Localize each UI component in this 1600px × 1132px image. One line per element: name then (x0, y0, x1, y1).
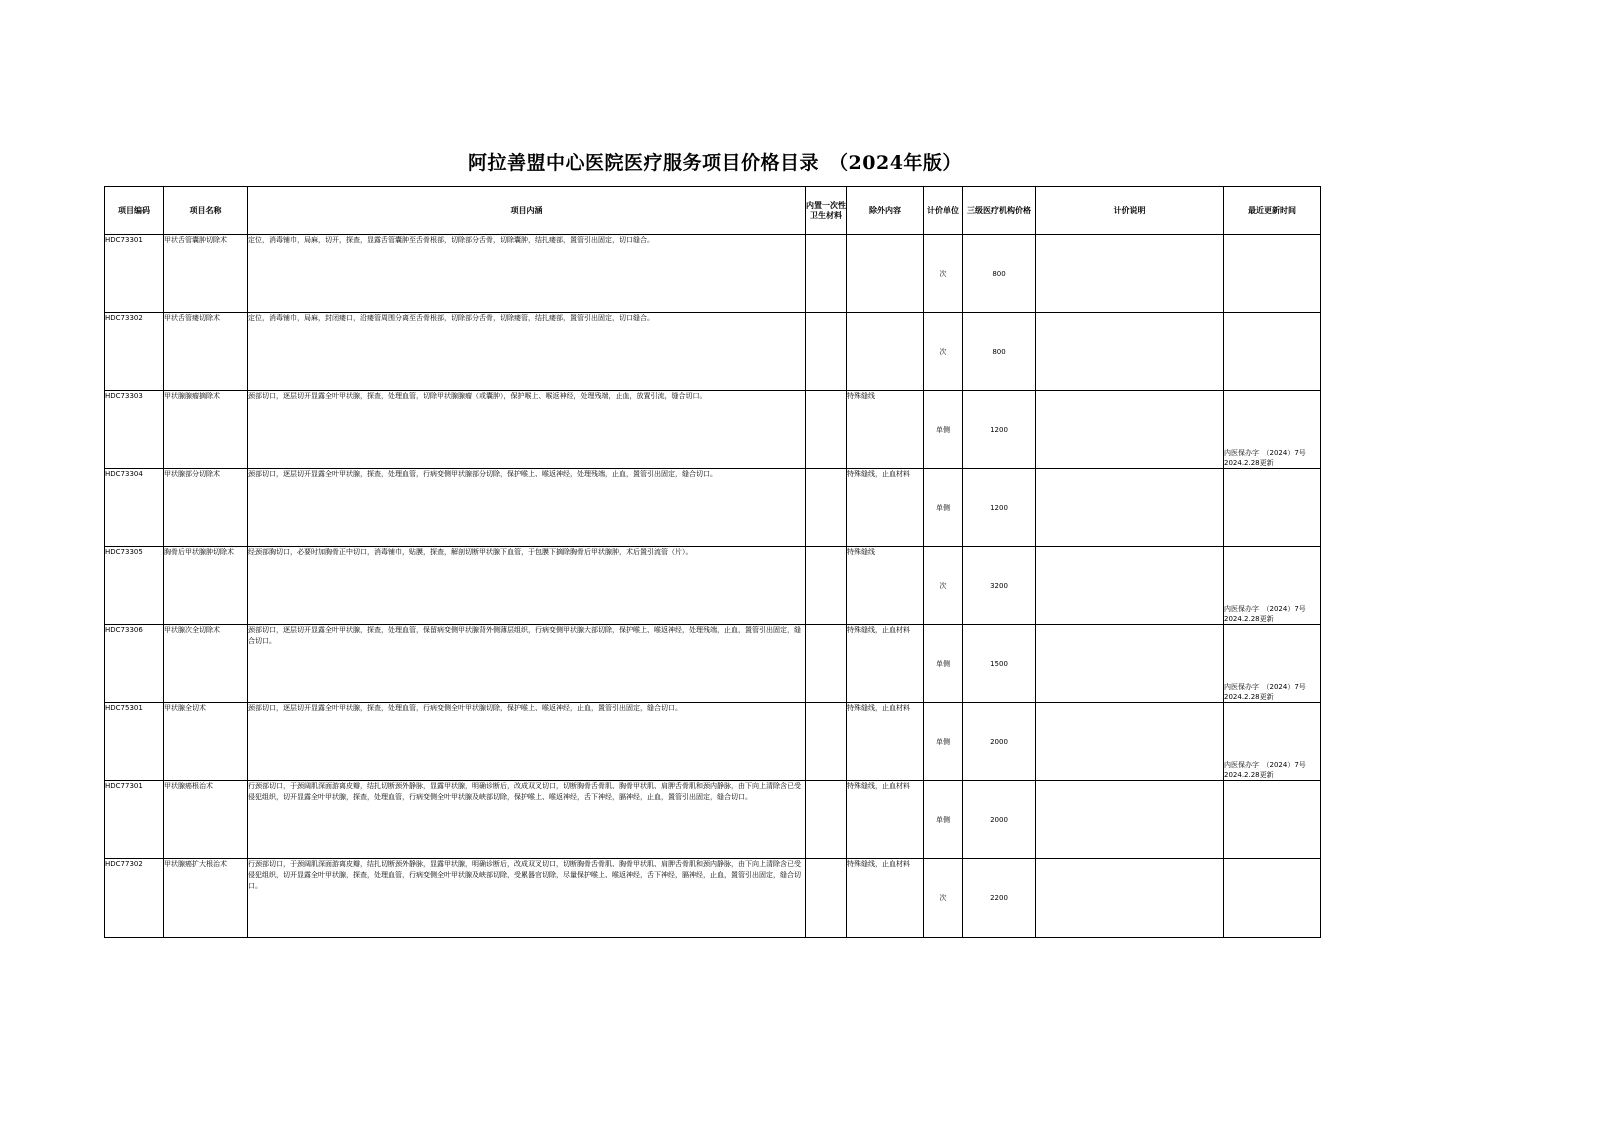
cell-excluded: 特殊缝线，止血材料 (847, 703, 924, 781)
cell-updated: 内医保办字 （2024）7号 2024.2.28更新 (1224, 391, 1321, 469)
cell-updated (1224, 859, 1321, 938)
table-row (105, 859, 1321, 938)
header-content: 项目内涵 (248, 187, 806, 235)
cell-updated: 内医保办字 （2024）7号 2024.2.28更新 (1224, 625, 1321, 703)
cell-price: 1200 (963, 391, 1036, 469)
header-materials: 内置一次性卫生材料 (806, 187, 847, 235)
cell-note (1036, 391, 1224, 469)
cell-name: 甲状腺全切术 (164, 703, 248, 781)
cell-code: HDC77301 (105, 781, 164, 859)
cell-materials (806, 391, 847, 469)
cell-price: 800 (963, 313, 1036, 391)
cell-content: 定位，消毒铺巾，局麻，封闭瘘口，沿瘘管周围分离至舌骨根部，切除部分舌骨，切除瘘管，结扎瘘部，置管引出固定，切口缝合。 (248, 313, 806, 391)
cell-note (1036, 313, 1224, 391)
cell-unit: 单侧 (924, 703, 963, 781)
cell-unit: 次 (924, 313, 963, 391)
cell-price: 1500 (963, 625, 1036, 703)
cell-content: 颈部切口，逐层切开显露全叶甲状腺，探查，处理血管，切除甲状腺腺瘤（或囊肿），保护喉上、喉返神经，处理残端，止血，放置引流，缝合切口。 (248, 391, 806, 469)
cell-excluded: 特殊缝线 (847, 391, 924, 469)
cell-materials (806, 469, 847, 547)
cell-updated (1224, 781, 1321, 859)
cell-content: 行颈部切口，于颈阔肌深面游离皮瓣，结扎切断颈外静脉，显露甲状腺，明确诊断后，改成双叉切口，切断胸骨舌骨肌、胸骨甲状肌、肩胛舌骨肌和颈内静脉，由下向上清除含已受侵犯组织，切开显露全叶甲状腺，探查，处理血管，行病变侧全叶甲状腺及峡部切除，受累器官切除，尽量保护喉上、喉返神经，舌下神经，膈神经，止血，置管引出固定，缝合切口。 (248, 859, 806, 938)
page-title: 阿拉善盟中心医院医疗服务项目价格目录 （2024年版） (468, 152, 962, 174)
cell-code: HDC73306 (105, 625, 164, 703)
cell-name: 甲状舌管囊肿切除术 (164, 235, 248, 313)
cell-content: 颈部切口，逐层切开显露全叶甲状腺，探查，处理血管，保留病变侧甲状腺背外侧薄层组织，行病变侧甲状腺大部切除，保护喉上、喉返神经，处理残端，止血，置管引出固定，缝合切口。 (248, 625, 806, 703)
cell-note (1036, 703, 1224, 781)
cell-name: 甲状腺癌根治术 (164, 781, 248, 859)
cell-price: 2000 (963, 703, 1036, 781)
cell-content: 颈部切口，逐层切开显露全叶甲状腺，探查，处理血管，行病变侧甲状腺部分切除，保护喉上、喉返神经，处理残端，止血，置管引出固定，缝合切口。 (248, 469, 806, 547)
cell-updated (1224, 235, 1321, 313)
cell-note (1036, 781, 1224, 859)
cell-name: 甲状腺癌扩大根治术 (164, 859, 248, 938)
header-unit: 计价单位 (924, 187, 963, 235)
cell-code: HDC73303 (105, 391, 164, 469)
cell-excluded (847, 313, 924, 391)
cell-excluded: 特殊缝线，止血材料 (847, 781, 924, 859)
cell-code: HDC73301 (105, 235, 164, 313)
cell-content: 颈部切口，逐层切开显露全叶甲状腺，探查，处理血管，行病变侧全叶甲状腺切除，保护喉上、喉返神经，止血，置管引出固定，缝合切口。 (248, 703, 806, 781)
cell-name: 甲状腺腺瘤摘除术 (164, 391, 248, 469)
cell-code: HDC73302 (105, 313, 164, 391)
cell-content: 定位，消毒铺巾，局麻，切开，探查，显露舌管囊肿至舌骨根部，切除部分舌骨，切除囊肿，结扎瘘部，置管引出固定，切口缝合。 (248, 235, 806, 313)
cell-unit: 单侧 (924, 391, 963, 469)
cell-excluded (847, 235, 924, 313)
cell-name: 胸骨后甲状腺肿切除术 (164, 547, 248, 625)
header-code: 项目编码 (105, 187, 164, 235)
cell-note (1036, 625, 1224, 703)
cell-excluded: 特殊缝线，止血材料 (847, 469, 924, 547)
header-name: 项目名称 (164, 187, 248, 235)
cell-unit: 单侧 (924, 781, 963, 859)
cell-code: HDC75301 (105, 703, 164, 781)
cell-unit: 次 (924, 235, 963, 313)
cell-note (1036, 547, 1224, 625)
cell-price: 1200 (963, 469, 1036, 547)
table-row (105, 625, 1321, 703)
cell-excluded: 特殊缝线，止血材料 (847, 625, 924, 703)
header-updated: 最近更新时间 (1224, 187, 1321, 235)
cell-name: 甲状腺次全切除术 (164, 625, 248, 703)
cell-price: 2200 (963, 859, 1036, 938)
cell-materials (806, 313, 847, 391)
cell-code: HDC73304 (105, 469, 164, 547)
cell-note (1036, 859, 1224, 938)
cell-excluded: 特殊缝线 (847, 547, 924, 625)
header-price: 三级医疗机构价格 (963, 187, 1036, 235)
cell-updated (1224, 313, 1321, 391)
cell-content: 行颈部切口，于颈阔肌深面游离皮瓣，结扎切断颈外静脉，显露甲状腺，明确诊断后，改成双叉切口，切断胸骨舌骨肌、胸骨甲状肌、肩胛舌骨肌和颈内静脉，由下向上清除含已受侵犯组织，切开显露全叶甲状腺，探查，处理血管，行病变侧全叶甲状腺及峡部切除，保护喉上、喉返神经，舌下神经，膈神经，止血，置管引出固定，缝合切口。 (248, 781, 806, 859)
cell-materials (806, 703, 847, 781)
table-row (105, 313, 1321, 391)
cell-updated: 内医保办字 （2024）7号 2024.2.28更新 (1224, 703, 1321, 781)
cell-unit: 单侧 (924, 469, 963, 547)
cell-materials (806, 625, 847, 703)
cell-price: 3200 (963, 547, 1036, 625)
price-table (104, 186, 1321, 938)
cell-content: 经颈部胸切口，必要时加胸骨正中切口，消毒铺巾，贴膜，探查，解剖切断甲状腺下血管，于包膜下摘除胸骨后甲状腺肿，术后置引流管（片）。 (248, 547, 806, 625)
cell-price: 800 (963, 235, 1036, 313)
header-excluded: 除外内容 (847, 187, 924, 235)
table-row (105, 781, 1321, 859)
cell-excluded: 特殊缝线，止血材料 (847, 859, 924, 938)
cell-updated: 内医保办字 （2024）7号 2024.2.28更新 (1224, 547, 1321, 625)
cell-note (1036, 235, 1224, 313)
cell-note (1036, 469, 1224, 547)
cell-unit: 次 (924, 547, 963, 625)
table-row (105, 547, 1321, 625)
cell-updated (1224, 469, 1321, 547)
cell-materials (806, 547, 847, 625)
cell-code: HDC77302 (105, 859, 164, 938)
cell-name: 甲状舌管瘘切除术 (164, 313, 248, 391)
table-row (105, 391, 1321, 469)
cell-materials (806, 781, 847, 859)
cell-unit: 单侧 (924, 625, 963, 703)
cell-code: HDC73305 (105, 547, 164, 625)
cell-materials (806, 859, 847, 938)
table-row (105, 469, 1321, 547)
table-row (105, 703, 1321, 781)
table-row (105, 235, 1321, 313)
cell-price: 2000 (963, 781, 1036, 859)
cell-name: 甲状腺部分切除术 (164, 469, 248, 547)
header-note: 计价说明 (1036, 187, 1224, 235)
header-row (105, 187, 1321, 235)
cell-unit: 次 (924, 859, 963, 938)
cell-materials (806, 235, 847, 313)
